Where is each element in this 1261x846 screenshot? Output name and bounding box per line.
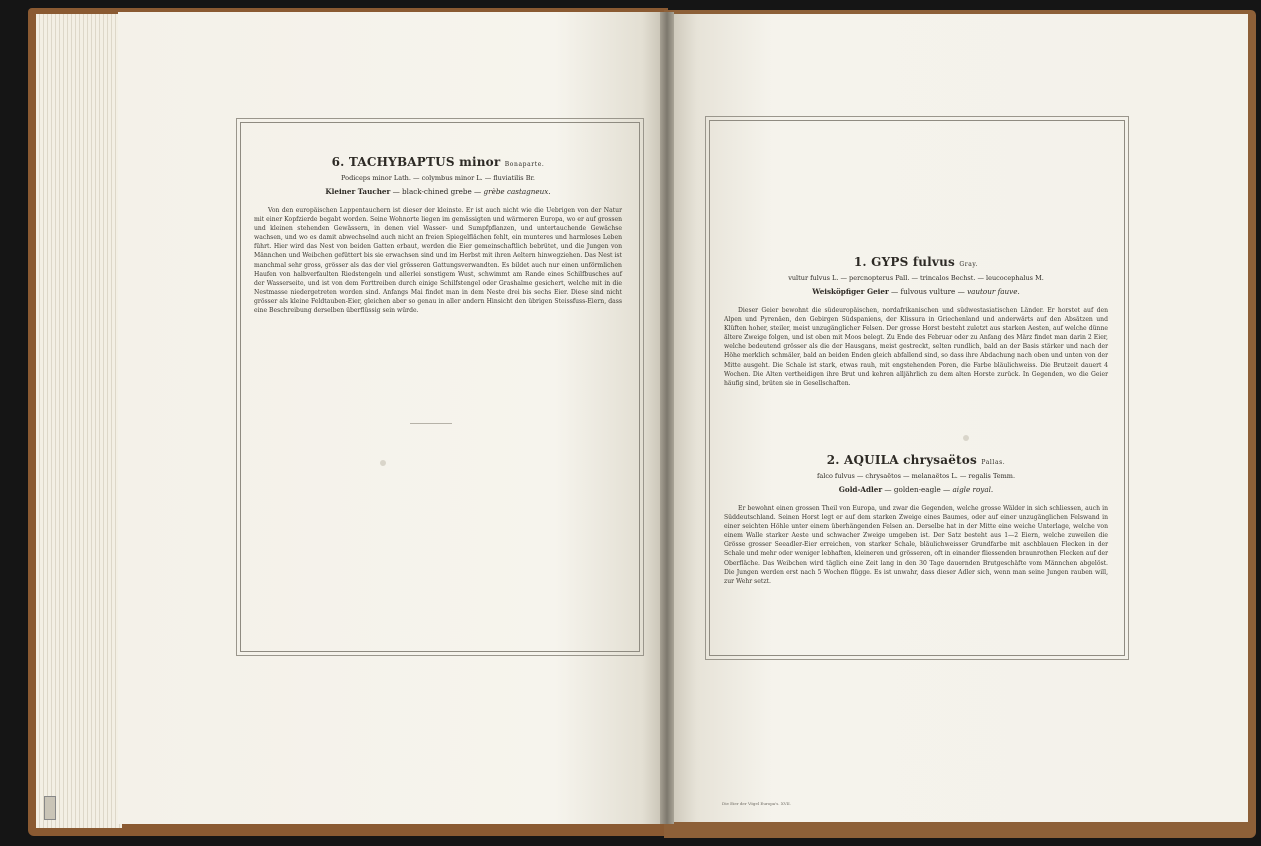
- species-title: [724, 453, 1108, 467]
- species-synonyms: Podiceps minor Lath. — colymbus minor L. — fluviatilis Br.: [341, 174, 535, 182]
- species-name: 1. GYPS fulvus: [853, 255, 955, 269]
- common-name-french: vautour fauve.: [967, 287, 1020, 296]
- species-title: [724, 255, 1108, 269]
- common-name-german: Weisköpfiger Geier: [812, 287, 889, 296]
- species-synonyms: falco fulvus — chrysaëtos — melanaëtos L. — regalis Temm.: [816, 472, 1016, 480]
- species-name: 6. TACHYBAPTUS minor: [331, 155, 501, 169]
- common-name-german: Kleiner Taucher: [325, 187, 391, 196]
- species-common-names: [724, 287, 1108, 296]
- paper-spot: [380, 460, 386, 466]
- species-author: Pallas.: [981, 459, 1006, 466]
- species-entry-tachybaptus: [254, 155, 622, 315]
- book-gutter: [660, 12, 674, 824]
- species-name: 2. AQUILA chrysaëtos: [826, 453, 977, 467]
- common-name-german: Gold-Adler: [838, 485, 883, 494]
- species-author: Bonaparte.: [504, 161, 545, 168]
- species-common-names: [254, 187, 622, 196]
- page-edges: [36, 14, 122, 828]
- common-name-english: — golden-eagle —: [882, 485, 953, 494]
- section-divider: [410, 423, 452, 424]
- species-entry-gyps: [724, 255, 1108, 388]
- common-name-french: aigle royal.: [952, 485, 994, 494]
- species-synonyms: vultur fulvus L. — percnopterus Pall. — trincalos Bechst. — leucocephalus M.: [788, 274, 1044, 282]
- species-entry-aquila: [724, 453, 1108, 586]
- paper-spot: [963, 435, 969, 441]
- common-name-french: grèbe castagneux.: [483, 187, 551, 196]
- common-name-english: — fulvous vulture —: [888, 287, 968, 296]
- species-author: Gray.: [959, 261, 979, 268]
- page-footer: Die Eier der Vögel Europa's. XVII.: [722, 801, 792, 806]
- common-name-english: — black-chined grebe —: [390, 187, 484, 196]
- species-title: [254, 155, 622, 169]
- species-common-names: [724, 485, 1108, 494]
- page-tab: [44, 796, 56, 820]
- species-description: Von den europäischen Lappentauchern ist dieser der kleinste. Er ist auch nicht wie die Uebrigen von der Natur mit einer Kopfzierde begabt worden. Seine Wohnorte liegen im gemässigten und wärmeren Europa, wo er auf grossen und kleinen stehenden Gewässern, in denen viel Wasser- und Sumpfpflanzen, und untertauchende Gewächse wachsen, und wo es damit abwechselnd auch nicht an freien Spiegelflächen fehlt, ein munteres und harmloses Leben führt. Hier wird das Nest von beiden Gatten erbaut, werden die Eier gemeinschaftlich bebrütet, und die Jungen von Männchen und Weibchen gefüttert bis sie erwachsen sind und im Herbst mit ihren Aeltern hinwegziehen. Das Nest ist manchmal sehr gross, grösser als das der viel grösseren Gattungsverwandten. Es bildet auch nur einen unförmlichen Haufen von halbverfaulten Riedstengeln und allerlei sonstigem Wust, schwimmt am Rande eines Schilfbusches auf der Wasserseite, und ist von dem Forttreiben durch einige Schilfstengel oder Grashalme gesichert, welche mit in die Nestmasse niedergetreten worden sind. Anfangs Mai findet man in dem Neste drei bis sechs Eier. Diese sind nicht grösser als kleine Feldtauben-Eier, gleichen aber so genau in aller andern Hinsicht den übrigen Steissfuss-Eiern, dass eine Beschreibung derselben überflüssig sein würde.: [254, 207, 622, 315]
- species-description: Dieser Geier bewohnt die südeuropäischen, nordafrikanischen und südwestasiatischen Länder. Er horstet auf den Alpen und Pyrenäen, den Gebirgen Südspaniens, der Klissura in Griechenland und anderwärts auf den Absätzen und Klüften hoher, steiler, meist unzugänglicher Felsen. Der grosse Horst besteht zuletzt aus starken Aesten, auf welche dünne ältere Zweige folgen, und ist oben mit Moos belegt. Zu Ende des Februar oder zu Anfang des März findet man darin 2 Eier, welche bedeutend grösser als die der Hausgans, meist gestreckt, selten rundlich, bald an der Basis stärker und nach der Höhe merklich schmäler, bald an beiden Enden gleich abfallend sind, so dass ihre Abdachung nach oben und unten von der Mitte ausgeht. Die Schale ist stark, etwas rauh, mit engstehenden Poren, die Farbe bläulichweiss. Die Brutzeit dauert 4 Wochen. Die Alten vertheidigen ihre Brut und kehren alljährlich zu dem alten Horste zurück. In Gegenden, wo die Geier häufig sind, brüten sie in Gesellschaften.: [724, 307, 1108, 387]
- species-description: Er bewohnt einen grossen Theil von Europa, und zwar die Gegenden, welche grosse Wälder in sich schliessen, auch in Süddeutschland. Seinen Horst legt er auf dem starken Zweige eines Baumes, oder auf einer unzugänglichen Felswand in einer seichten Höhle unter einem überhängenden Felsen an. Derselbe hat in der Mitte eine weiche Unterlage, welche von einem Walle starker Aeste und schwacher Zweige umgeben ist. Der Satz besteht aus 1—2 Eiern, welche zuweilen die Grösse grosser Seeadler-Eier erreichen, von starker Schale, bläulichweisser Grundfarbe mit aschblauen Flecken in der Schale und mehr oder weniger lebhaften, kleineren und grösseren, oft in einander fliessenden braunrothen Flecken auf der Oberfläche. Das Weibchen wird täglich eine Zeit lang in den 30 Tage dauernden Brutgeschäfte vom Männchen abgelöst. Die Jungen werden erst nach 5 Wochen flügge. Es ist unwahr, dass dieser Adler sich, wenn man seine Jungen rauben will, zur Wehr setzt.: [724, 505, 1108, 585]
